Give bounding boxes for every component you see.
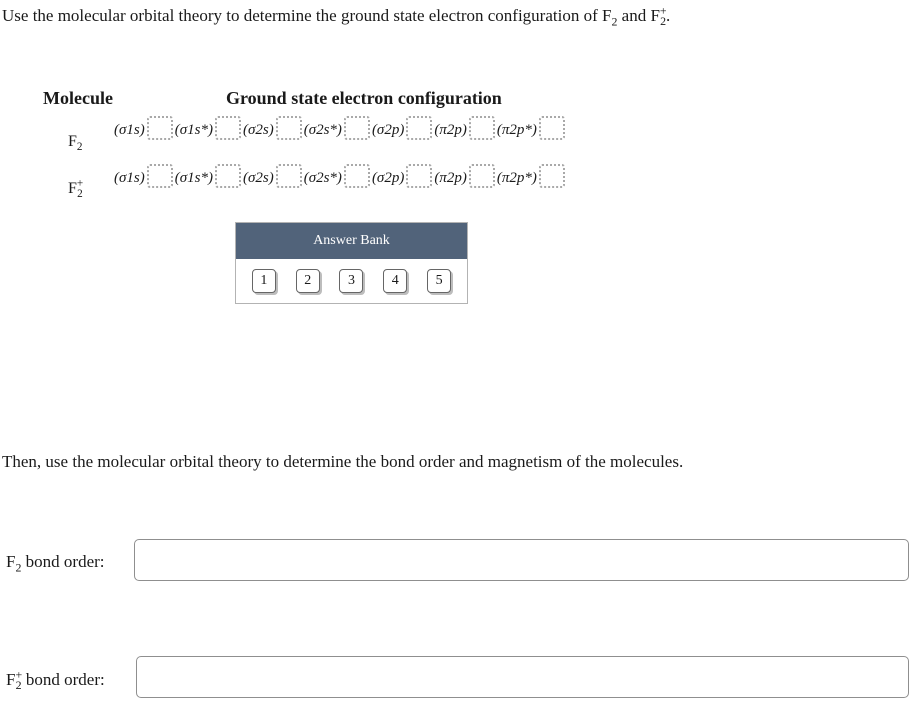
answer-bank — [235, 222, 468, 304]
answer-chip-3[interactable]: 3 — [339, 269, 363, 293]
drop-slot-f2-pi2p[interactable] — [469, 116, 495, 140]
drop-slot-f2-sigma1s[interactable] — [147, 116, 173, 140]
orbital-label: (σ2p) — [371, 170, 405, 186]
config-row-f2-plus — [114, 164, 567, 190]
molecule-label-f2-plus: $F^+_2$ — [68, 177, 84, 201]
drop-slot-f2plus-pi2p[interactable] — [469, 164, 495, 188]
f2-bond-order-input[interactable] — [134, 539, 909, 581]
orbital-label: (σ2s) — [242, 122, 274, 138]
answer-chip-4[interactable]: 4 — [383, 269, 407, 293]
orbital-label: (σ2s*) — [303, 170, 342, 186]
answer-bank-title: Answer Bank — [236, 223, 467, 259]
f2-plus-bond-order-input[interactable] — [136, 656, 909, 698]
drop-slot-f2plus-sigma1s-star[interactable] — [215, 164, 241, 188]
drop-slot-f2plus-sigma2s-star[interactable] — [344, 164, 370, 188]
drop-slot-f2plus-sigma1s[interactable] — [147, 164, 173, 188]
config-header: Ground state electron configuration — [226, 88, 502, 108]
orbital-label: (π2p*) — [496, 122, 537, 138]
f2-bond-order-label: $F_2$ bond order: — [6, 552, 105, 575]
question-text-bond-order: Then, use the molecular orbital theory to determine the bond order and magnetism of the molecules. — [2, 452, 684, 471]
drop-slot-f2plus-pi2p-star[interactable] — [539, 164, 565, 188]
answer-bank-chips — [236, 259, 467, 293]
drop-slot-f2-sigma2s[interactable] — [276, 116, 302, 140]
drop-slot-f2-sigma2s-star[interactable] — [344, 116, 370, 140]
orbital-label: (σ1s) — [114, 170, 145, 186]
answer-chip-5[interactable]: 5 — [427, 269, 451, 293]
drop-slot-f2plus-sigma2p[interactable] — [406, 164, 432, 188]
orbital-label: (σ2s) — [242, 170, 274, 186]
config-row-f2 — [114, 116, 567, 142]
orbital-label: (σ1s*) — [174, 122, 213, 138]
orbital-label: (σ2p) — [371, 122, 405, 138]
drop-slot-f2plus-sigma2s[interactable] — [276, 164, 302, 188]
drop-slot-f2-sigma1s-star[interactable] — [215, 116, 241, 140]
drop-slot-f2-pi2p-star[interactable] — [539, 116, 565, 140]
drop-slot-f2-sigma2p[interactable] — [406, 116, 432, 140]
orbital-label: (π2p) — [434, 122, 467, 138]
answer-chip-1[interactable]: 1 — [252, 269, 276, 293]
orbital-label: (σ1s) — [114, 122, 145, 138]
question-text-config: Use the molecular orbital theory to determine the ground state electron configuration of $F_2$ and $F^+_2$. — [2, 3, 671, 29]
orbital-label: (σ2s*) — [303, 122, 342, 138]
orbital-label: (σ1s*) — [174, 170, 213, 186]
f2-plus-bond-order-label: $F^+_2$ bond order: — [6, 667, 105, 693]
orbital-label: (π2p) — [434, 170, 467, 186]
molecule-header: Molecule — [43, 88, 113, 108]
answer-chip-2[interactable]: 2 — [296, 269, 320, 293]
orbital-label: (π2p*) — [496, 170, 537, 186]
molecule-label-f2: $F_2$ — [68, 133, 83, 154]
